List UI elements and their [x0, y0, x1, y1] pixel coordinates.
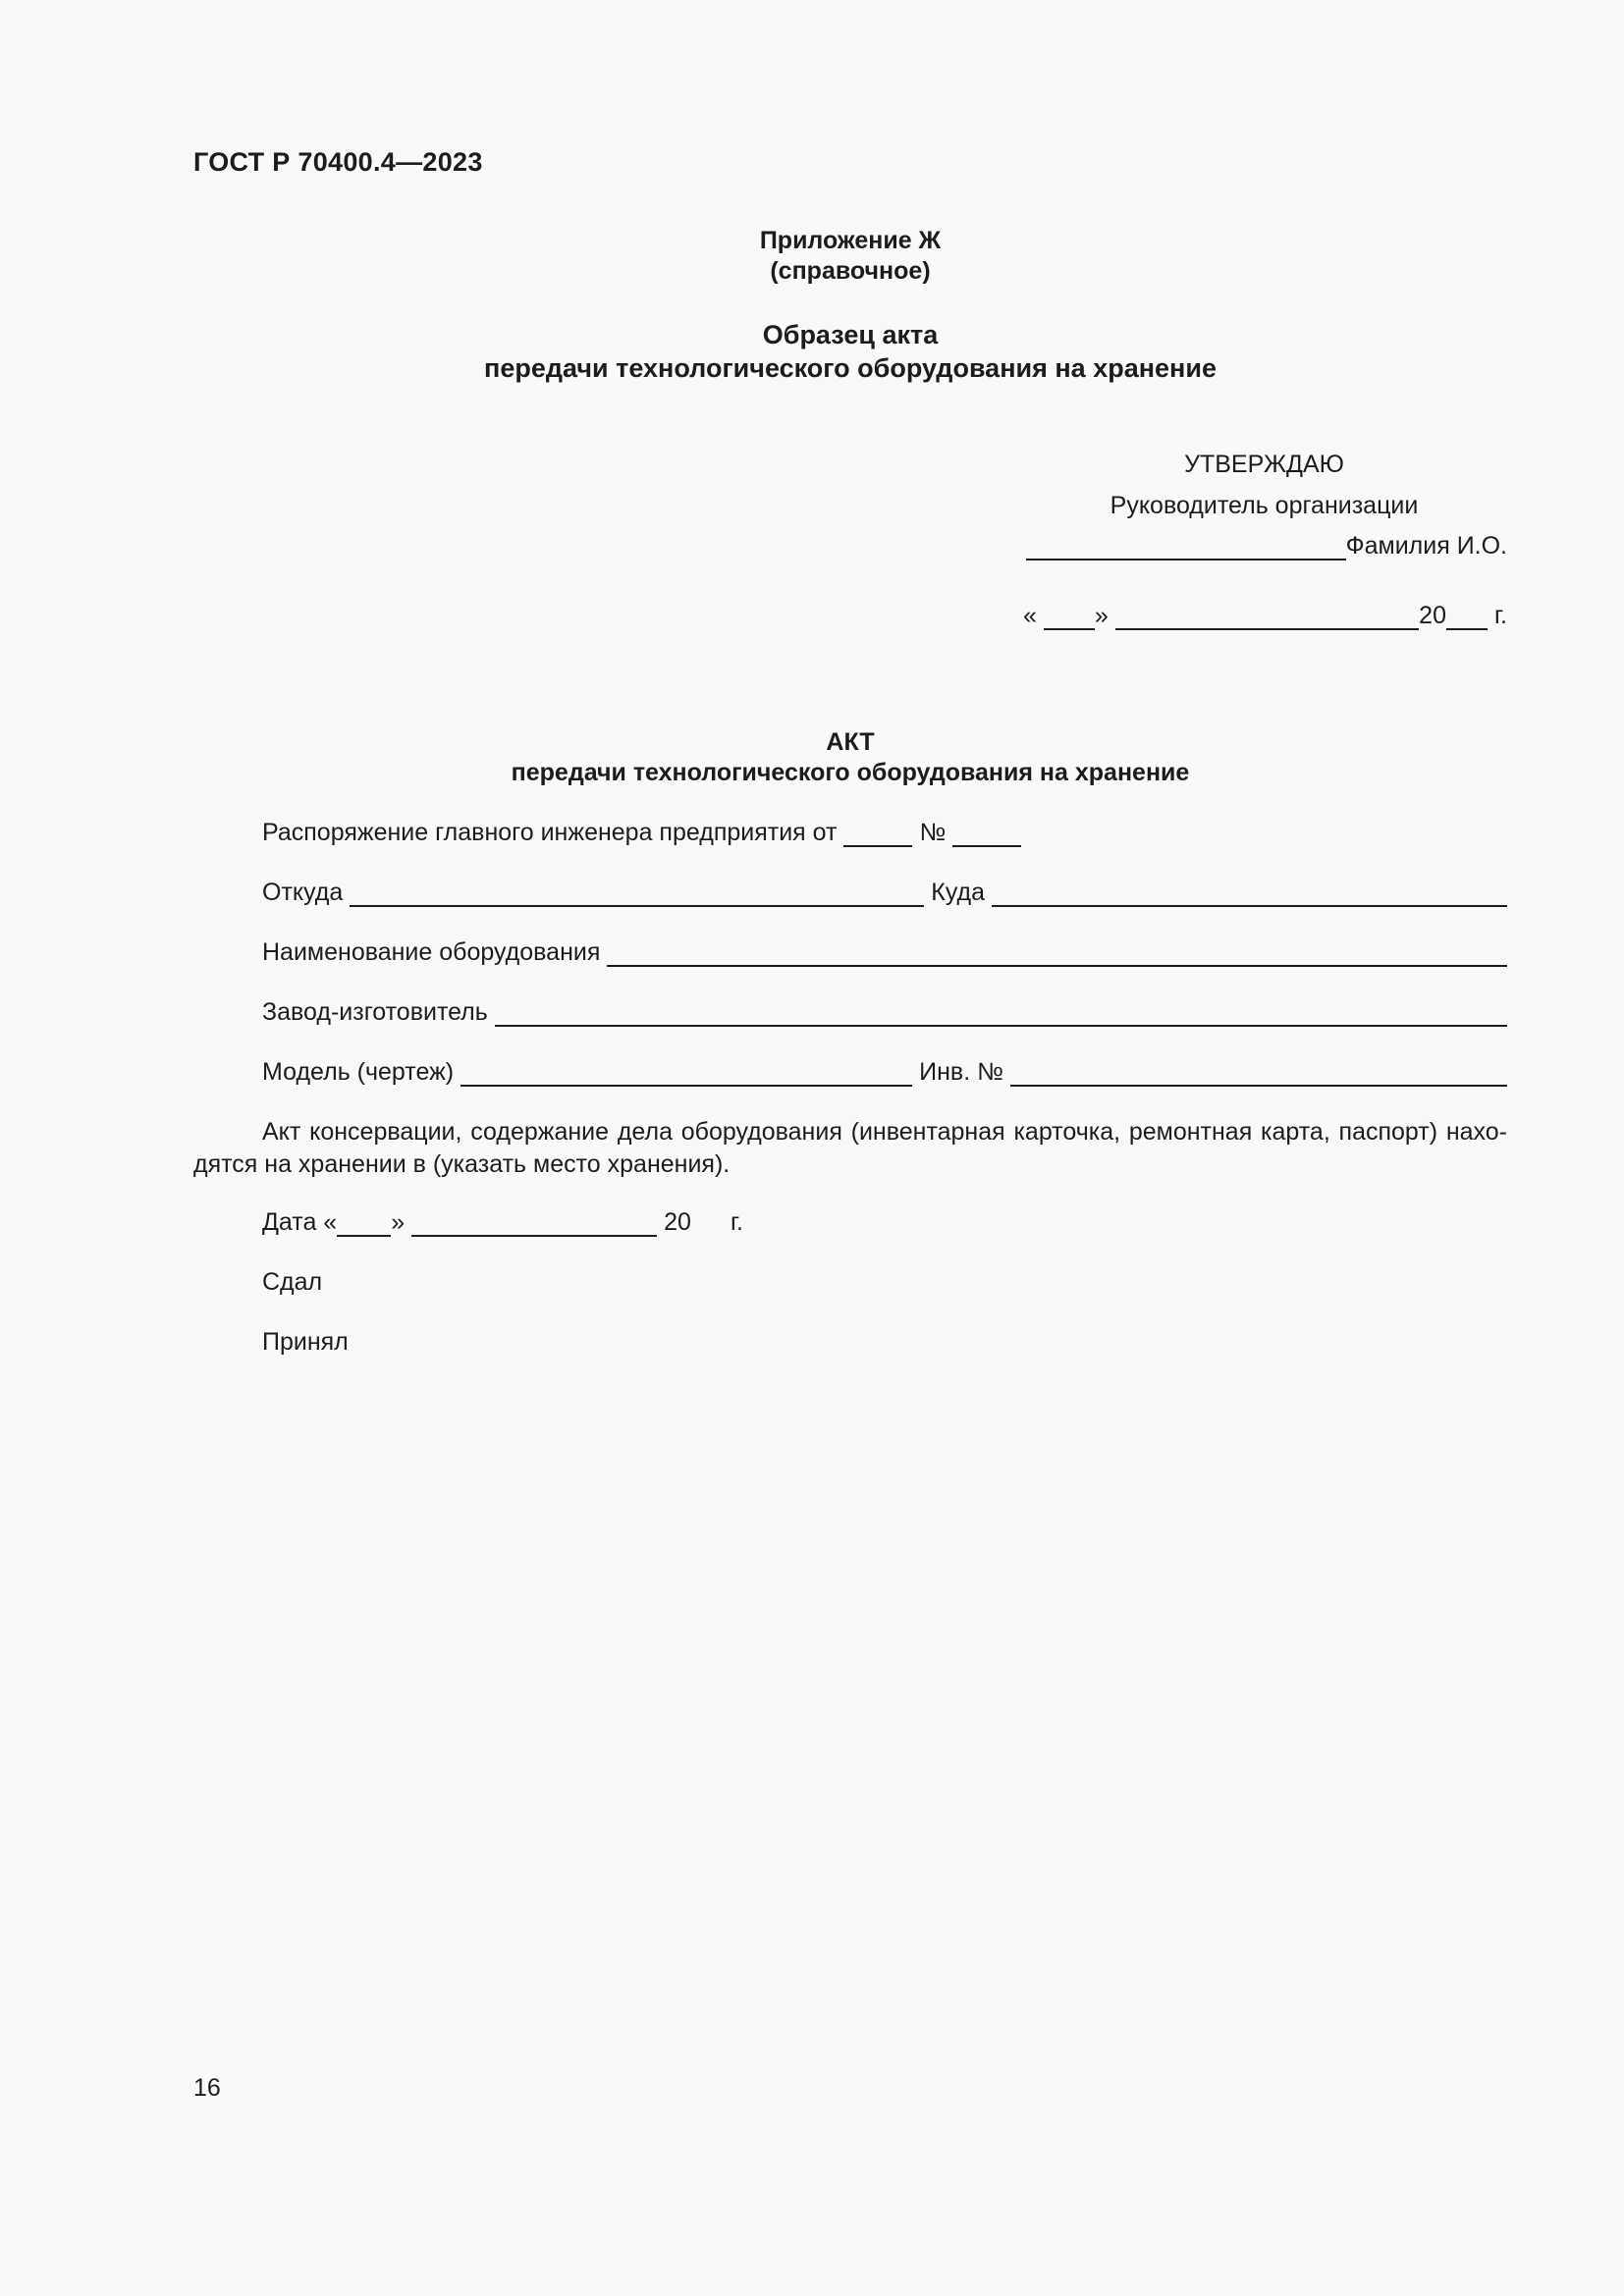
handed-over-label: Сдал	[262, 1268, 323, 1296]
inventory-blank[interactable]	[1010, 1061, 1507, 1087]
model-label: Модель (чертеж)	[262, 1058, 455, 1086]
date-close-quote: »	[391, 1208, 406, 1236]
signature-blank[interactable]	[1026, 535, 1346, 561]
to-blank[interactable]	[992, 881, 1507, 907]
date-year-suffix: г.	[730, 1208, 743, 1236]
approver-position: Руководитель организации	[1110, 492, 1419, 519]
act-heading	[193, 727, 1507, 788]
approver-signature-line	[1026, 531, 1507, 561]
order-number-blank[interactable]	[952, 822, 1021, 847]
approval-date-open-quote: «	[1023, 602, 1037, 629]
order-date-blank[interactable]	[843, 822, 912, 847]
model-line	[262, 1057, 1507, 1087]
approval-year-suffix: г.	[1493, 602, 1507, 629]
appendix-kind: (справочное)	[770, 257, 931, 285]
document-code: ГОСТ Р 70400.4—2023	[193, 147, 483, 177]
model-blank[interactable]	[460, 1061, 912, 1087]
date-month-blank[interactable]	[411, 1211, 657, 1237]
sample-title	[193, 318, 1507, 385]
equipment-label: Наименование оборудования	[262, 938, 601, 966]
appendix-title: Приложение Ж	[759, 227, 942, 254]
manufacturer-label: Завод-изготовитель	[262, 998, 488, 1026]
page-number: 16	[193, 2074, 221, 2102]
to-label: Куда	[931, 879, 986, 906]
order-label: Распоряжение главного инженера предприятия от	[262, 819, 838, 846]
inventory-label: Инв. №	[919, 1058, 1003, 1086]
manufacturer-line	[262, 997, 1507, 1027]
act-subtitle: передачи технологического оборудования на хранение	[511, 759, 1190, 786]
manufacturer-blank[interactable]	[495, 1001, 1507, 1027]
sample-title-line1: Образец акта	[762, 320, 939, 349]
appendix-heading	[193, 226, 1507, 287]
approval-date-close-quote: »	[1094, 602, 1109, 629]
equipment-line	[262, 937, 1507, 967]
date-day-blank[interactable]	[337, 1211, 391, 1237]
date-line	[262, 1207, 743, 1237]
date-label: Дата «	[262, 1208, 338, 1236]
order-line	[262, 818, 1021, 847]
approval-date-line	[1023, 601, 1507, 630]
approval-day-blank[interactable]	[1044, 605, 1095, 630]
approval-month-blank[interactable]	[1115, 605, 1419, 630]
storage-paragraph: Акт консервации, содержание дела оборудования (инвентарная карточка, ремонтная карта, паспорт) нахо-дятся на хранении в (указать место хранения).	[193, 1118, 1507, 1178]
equipment-blank[interactable]	[607, 941, 1507, 967]
act-title: АКТ	[826, 728, 875, 756]
sample-title-line2: передачи технологического оборудования на хранение	[484, 353, 1217, 383]
from-label: Откуда	[262, 879, 344, 906]
approval-year-prefix: 20	[1419, 602, 1446, 629]
from-to-line	[262, 878, 1507, 907]
accepted-label: Принял	[262, 1328, 349, 1356]
approval-year-blank[interactable]	[1446, 605, 1488, 630]
order-number-label: №	[919, 819, 947, 846]
date-year-prefix: 20	[664, 1208, 691, 1236]
approve-word: УТВЕРЖДАЮ	[1184, 451, 1344, 478]
from-blank[interactable]	[350, 881, 924, 907]
approver-name: Фамилия И.О.	[1345, 532, 1507, 560]
